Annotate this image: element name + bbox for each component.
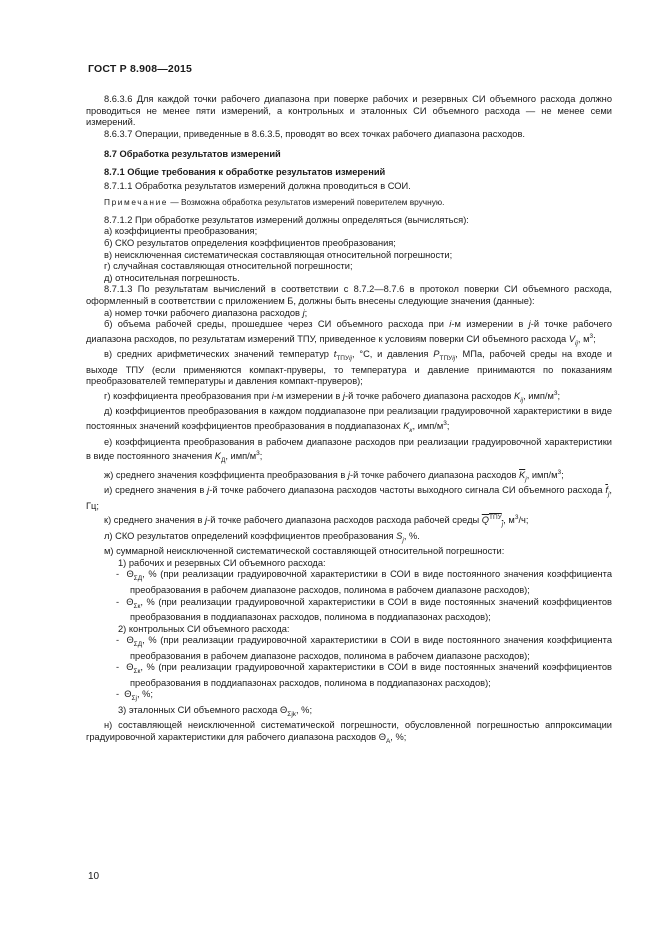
sublist-item-1: 1) рабочих и резервных СИ объемного расхода: xyxy=(118,557,326,568)
page-number: 10 xyxy=(88,871,100,882)
page-content xyxy=(86,94,612,747)
dash-item-2-1: - $\Theta_{\Sigma Д}$, % (при реализации градуировочной характеристики в СОИ в виде постоянного значения коэффициента преобразования в рабочем диапазоне расходов, полинома в рабочем диапазоне расходов); xyxy=(116,635,612,661)
list-item-d: д) относительная погрешность. xyxy=(104,272,240,283)
paragraph-8-7-1-2: 8.7.1.2 При обработке результатов измерений должны определяться (вычисляться): xyxy=(104,214,469,225)
sublist-item-3: 3) эталонных СИ объемного расхода $\Theta_{\Sigma jk}$, %; xyxy=(118,704,313,718)
value-item-l: л) СКО результатов определений коэффициентов преобразования $S_j$, %. xyxy=(104,530,420,544)
value-item-m: м) суммарной неисключенной систематической составляющей относительной погрешности: xyxy=(104,546,505,557)
paragraph-8-7-1-3: 8.7.1.3 По результатам вычислений в соответствии с 8.7.2—8.7.6 в протокол поверки СИ объемного расхода, оформленный в соответствии с приложением Б, должны быть внесены следующие значения (данные): xyxy=(86,284,612,306)
note-text: — Возможна обработка результатов измерений поверителем вручную. xyxy=(168,197,445,208)
paragraph-8-7-1-1: 8.7.1.1 Обработка результатов измерений должна проводиться в СОИ. xyxy=(104,180,411,191)
paragraph-8-6-3-6: 8.6.3.6 Для каждой точки рабочего диапазона при поверке рабочих и резервных СИ объемного расхода должно проводиться не менее пяти измерений, а контрольных и эталонных СИ объемного расхода — не менее семи измерений. xyxy=(86,94,612,128)
note-label: Примечание xyxy=(104,197,169,208)
value-item-i: и) среднего значения в j-й точке рабочего диапазона расходов частоты выходного сигнала СИ объемного расхода $\overline{f}_j$, Гц; xyxy=(86,485,612,511)
value-item-g: г) коэффициента преобразования при i-м измерении в j-й точке рабочего диапазона расходов $K_{ij}$, имп/$м^3$; xyxy=(104,389,561,404)
list-item-b: б) СКО результатов определения коэффициентов преобразования; xyxy=(104,237,396,248)
note xyxy=(86,197,612,209)
list-item-a: а) коэффициенты преобразования; xyxy=(104,226,258,237)
value-item-n: н) составляющей неисключенной систематической погрешности, обусловленной погрешностью аппроксимации градуировочной характеристики для рабочего диапазона расходов $\Theta_A$, %; xyxy=(86,720,612,745)
value-item-b: б) объема рабочей среды, прошедшее через СИ объемного расхода при i-м измерении в j-й точке рабочего диапазона расходов, по результатам измерений ТПУ, приведенное к условиям поверки СИ объемного расхода $V_{ij}$, $м^3$; xyxy=(86,319,613,347)
subsection-heading-8-7-1: 8.7.1 Общие требования к обработке результатов измерений xyxy=(104,166,386,177)
dash-item-2-2: - $\Theta_{\Sigma к}$, % (при реализации градуировочной характеристики в СОИ в виде постоянных значений коэффициентов преобразования в поддиапазонах расходов, полинома в поддиапазонах расходов); xyxy=(116,662,612,688)
dash-item-1-2: - $\Theta_{\Sigma к}$, % (при реализации градуировочной характеристики в СОИ в виде постоянных значений коэффициентов преобразования в поддиапазонах расходов, полинома в поддиапазонах расходов); xyxy=(116,596,612,622)
value-item-e: е) коэффициента преобразования в рабочем диапазоне расходов при реализации градуировочной характеристики в виде постоянного значения $K_Д$, имп/$м^3$; xyxy=(86,436,612,465)
standard-header: ГОСТ Р 8.908—2015 xyxy=(88,63,193,75)
dash-item-1-1: - $\Theta_{\Sigma Д}$, % (при реализации градуировочной характеристики в СОИ в виде постоянного значения коэффициента преобразования в рабочем диапазоне расходов, полинома в рабочем диапазоне расходов); xyxy=(116,569,612,595)
dash-item-2-3: - $\Theta_{\Sigma j}$, %; xyxy=(116,689,153,703)
value-item-a: а) номер точки рабочего диапазона расходов j; xyxy=(104,307,308,318)
list-item-v: в) неисключенная систематическая составляющая относительной погрешности; xyxy=(104,249,453,260)
value-item-v: в) средних арифметических значений температур $t_{ТПУij}$, °С, и давления $P_{ТПУij}$, МПа, рабочей среды на входе и выходе ТПУ (если применяются компакт-пруверы, то температура и давление принимаются по показаниям преобразователей температуры и давления компакт-пруверов); xyxy=(86,349,612,387)
value-item-d: д) коэффициентов преобразования в каждом поддиапазоне при реализации градуировочной характеристики в виде постоянных значений коэффициентов преобразования в поддиапазонах $K_к$, имп/$м^3$; xyxy=(86,406,612,434)
list-item-g: г) случайная составляющая относительной погрешности; xyxy=(104,261,353,272)
sublist-item-2: 2) контрольных СИ объемного расхода: xyxy=(118,623,290,634)
value-item-zh: ж) среднего значения коэффициента преобразования в j-й точке рабочего диапазона расходов $\overline{K}_j$, имп/$м^3$; xyxy=(104,468,564,483)
section-heading-8-7: 8.7 Обработка результатов измерений xyxy=(104,149,281,160)
paragraph-8-6-3-7: 8.6.3.7 Операции, приведенные в 8.6.3.5, проводят во всех точках рабочего диапазона расходов. xyxy=(104,128,525,139)
value-item-k: к) среднего значения в j-й точке рабочего диапазона расходов расхода рабочей среды $Q^{ТПУ}_j$, $м^3/ч$; xyxy=(104,514,529,529)
